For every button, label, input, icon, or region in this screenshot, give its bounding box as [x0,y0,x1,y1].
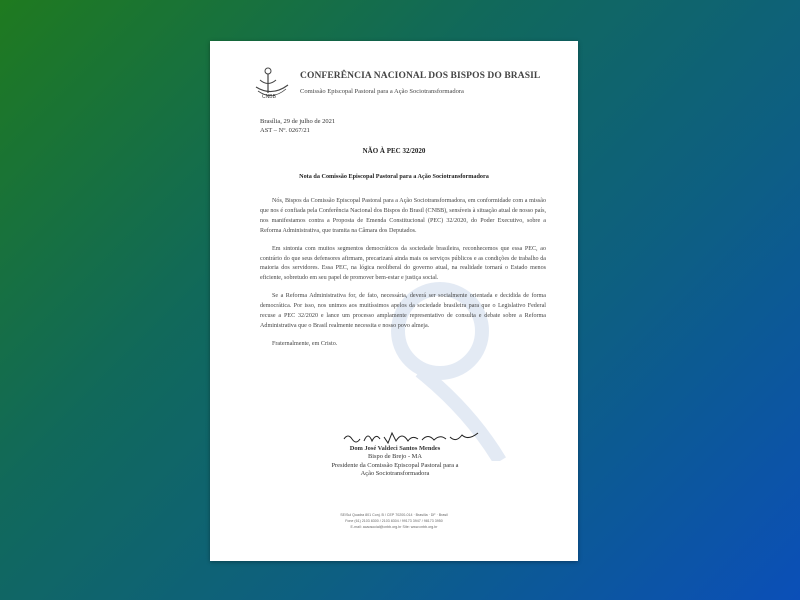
signer-name: Dom José Valdeci Santos Mendes [349,445,441,452]
body-paragraph: Se a Reforma Administrativa for, de fato, necessária, deverá ser socialmente orientada e decidida de forma democrática. Por isso, nos unimos aos muitíssimos apelos da sociedade brasileira para que o Legislativo Federal recuse a PEC 32/2020 e lance um processo amplamente representativo de consulta e debate sobre a Reforma Administrativa que o Brasil realmente necessita e nosso povo almeja. [260,293,546,329]
footer-phone: Fone (61) 2103 8300 / 2103 8304 / 99173 3947 / 98173 3950 [345,519,443,523]
signer-position-cont: Ação Sociotransformadora [360,470,430,478]
document-subtitle: Nota da Comissão Episcopal Pastoral para a Ação Sociotransformadora [299,173,489,180]
organization-subtitle: Comissão Episcopal Pastoral para a Ação Sociotransformadora [300,88,464,95]
document-body [260,197,546,358]
signer-position: Presidente da Comissão Episcopal Pastoral para a [331,461,459,469]
footer-contact: E-mail: acaosocial@cnbb.org.br Site: www.cnbb.org.br [350,525,438,529]
organization-title: CONFERÊNCIA NACIONAL DOS BISPOS DO BRASIL [300,71,541,81]
body-paragraph: Nós, Bispos da Comissão Episcopal Pastoral para a Ação Sociotransformadora, em conformidade com a missão que nos é confiada pela Conferência Nacional dos Bispos do Brasil (CNBB), sensíveis à situação atual de nosso país, nos manifestamos contra a Proposta de Emenda Constitucional (PEC) 32/2020, do Poder Executivo, sobre a Reforma Administrativa, que tramita na Câmara dos Deputados. [260,198,546,234]
document-date: Brasília, 29 de julho de 2021 [260,118,336,125]
document-reference: AST – Nº. 0267/21 [260,127,310,134]
document-title: NÃO À PEC 32/2020 [362,147,426,155]
footer-address: SE/Sul Quadra 801 Conj. B / CEP 70200-014 · Brasília · DF · Brasil [340,513,448,517]
document-meta [260,117,335,135]
letter-page [210,41,578,561]
closing-paragraph: Fraternalmente, em Cristo. [272,340,338,347]
signer-role: Bispo de Brejo - MA [368,453,422,461]
signature-block [300,445,490,479]
body-paragraph: Em sintonia com muitos segmentos democráticos da sociedade brasileira, reconhecemos que essa PEC, ao contrário do que seus defensores afirmam, precarizará ainda mais os serviços públicos e as condições de trabalho da maioria dos servidores. Essa PEC, na lógica neoliberal do governo atual, na realidade tornará o Estado menos eficiente, sobretudo em seu papel de promover bem-estar e justiça social. [260,245,546,282]
handwritten-signature [342,427,482,447]
logo-caption: CNBB [262,94,276,100]
letter-footer [210,512,578,530]
